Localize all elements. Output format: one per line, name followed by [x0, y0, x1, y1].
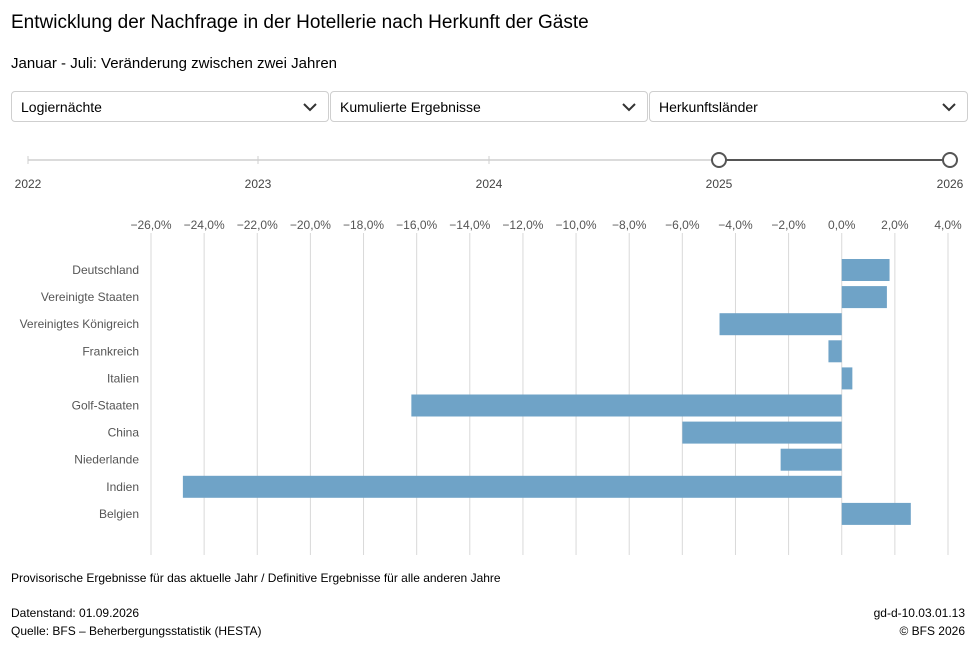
x-tick-label: 2,0% [881, 218, 909, 232]
category-label: Vereinigte Staaten [40, 290, 139, 305]
bar [411, 395, 841, 417]
slider-label-year: 2024 [475, 177, 503, 191]
year-range-slider[interactable] [0, 145, 978, 195]
bar-chart [0, 205, 978, 565]
copyright: © BFS 2026 [899, 624, 965, 638]
x-tick-label: 0,0% [828, 218, 856, 232]
period-select-value: Kumulierte Ergebnisse [340, 99, 481, 115]
bar [183, 476, 842, 498]
chevron-down-icon [622, 92, 636, 123]
x-tick-label: −14,0% [449, 218, 491, 232]
breakdown-select[interactable] [649, 91, 968, 122]
chart-subtitle: Januar - Juli: Veränderung zwischen zwei Jahren [11, 55, 338, 72]
x-tick-label: −16,0% [396, 218, 438, 232]
bar [842, 259, 890, 281]
category-label: Frankreich [82, 344, 139, 359]
bar [842, 503, 911, 525]
category-label: Golf-Staaten [71, 398, 139, 413]
measure-select[interactable] [11, 91, 329, 122]
x-tick-label: −2,0% [771, 218, 806, 232]
year-range-track [0, 145, 978, 175]
x-tick-label: −20,0% [289, 218, 331, 232]
category-label: Indien [106, 479, 139, 494]
bar [828, 340, 841, 362]
footnote: Provisorische Ergebnisse für das aktuelle Jahr / Definitive Ergebnisse für alle anderen Jahre [11, 571, 501, 585]
slider-handle-end[interactable] [943, 153, 957, 167]
period-select[interactable] [330, 91, 648, 122]
chart-code: gd-d-10.03.01.13 [873, 606, 965, 620]
measure-select-value: Logiernächte [21, 99, 102, 115]
slider-handle-start[interactable] [712, 153, 726, 167]
chart-title: Entwicklung der Nachfrage in der Hotellerie nach Herkunft der Gäste [11, 12, 589, 33]
bar [842, 286, 887, 308]
chevron-down-icon [303, 92, 317, 123]
bar [720, 313, 842, 335]
bar [682, 422, 841, 444]
x-tick-label: −6,0% [665, 218, 700, 232]
category-label: Deutschland [72, 263, 139, 277]
bar-chart-svg [0, 205, 978, 565]
slider-label-year: 2023 [244, 177, 272, 191]
category-label: Vereinigtes Königreich [19, 317, 139, 332]
x-tick-label: −8,0% [612, 218, 647, 232]
category-label: Belgien [98, 506, 139, 521]
chevron-down-icon [942, 92, 956, 123]
data-date: Datenstand: 01.09.2026 [11, 606, 140, 620]
x-tick-label: −18,0% [343, 218, 385, 232]
filter-bar [11, 91, 968, 124]
x-tick-label: −12,0% [502, 218, 544, 232]
category-label: China [107, 425, 139, 440]
slider-label-year: 2026 [936, 177, 964, 191]
x-tick-label: −24,0% [183, 218, 225, 232]
slider-label-year: 2022 [14, 177, 42, 191]
bar [781, 449, 842, 471]
category-label: Niederlande [74, 452, 139, 467]
x-tick-label: −4,0% [718, 218, 753, 232]
bar [842, 367, 853, 389]
x-tick-label: 4,0% [934, 218, 962, 232]
chart-meta [874, 604, 965, 640]
breakdown-select-value: Herkunftsländer [659, 99, 758, 115]
source-info [11, 604, 262, 640]
x-tick-label: −10,0% [555, 218, 597, 232]
category-label: Italien [106, 371, 139, 386]
slider-label-year: 2025 [705, 177, 733, 191]
source: Quelle: BFS – Beherbergungsstatistik (HESTA) [11, 624, 262, 638]
x-tick-label: −26,0% [130, 218, 172, 232]
x-tick-label: −22,0% [236, 218, 278, 232]
